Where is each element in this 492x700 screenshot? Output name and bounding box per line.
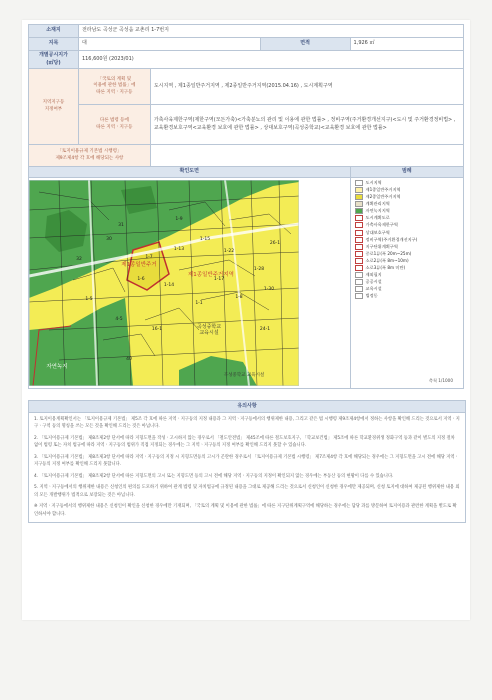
legend-item <box>355 187 459 193</box>
parcel-number: 1-6 <box>137 277 145 282</box>
note-item: 4. 「토지이용규제 기본법」 제8조제2항 단서에 따른 지형도면의 고시 또는 지형도면 등의 고시 전에 해당 지역ㆍ지구등의 지정이 확인되지 않는 경우에는 부동산 등의 현황이 다를 수 있습니다. <box>34 473 394 479</box>
legend-swatch <box>355 272 363 278</box>
legend-label: 제2종일반주거지역 <box>365 194 401 200</box>
info-table <box>28 24 464 389</box>
legend-label: 자연녹지지역 <box>365 208 390 214</box>
legend-swatch <box>355 215 363 221</box>
note-item: 2. 「토지이용규제 기본법」 제8조제2항 단서에 따라 지형도면을 작성ㆍ고시하지 않는 경우로서 「철도안전법」 제45조에 따른 철도보호지구, 「학교보건법」 제5조에 따른 학교환경위생 정화구역 등과 같이 별도의 지정 절차 없이 법령 또는 자치 법규에 따라 지역ㆍ지구등의 범위가 직접 지정되는 경우에는 그 지역ㆍ지구등의 지정 여부를 확인해 드리지 못할 수 있습니다. <box>34 435 455 449</box>
legend-item <box>355 215 459 221</box>
parcel-number: 40 <box>126 357 132 362</box>
parcel-number: 1-15 <box>199 237 211 242</box>
legend-swatch <box>355 258 363 264</box>
cadastral-map <box>29 180 299 386</box>
parcel-number: 4-5 <box>115 317 123 322</box>
legend-swatch <box>355 208 363 214</box>
legend-item <box>355 279 459 285</box>
legend-label: 교육시설 <box>365 286 382 292</box>
legend-swatch <box>355 201 363 207</box>
location-value: 전라남도 곡성군 곡성읍 교촌리 1-7번지 <box>78 25 463 38</box>
legend-item <box>355 244 459 250</box>
jibun-value: 대 <box>78 38 260 51</box>
legend-label: 제외필지 <box>365 272 382 278</box>
map-label-area4-line2: 교육시설 <box>199 330 219 336</box>
legend-item <box>355 230 459 236</box>
legend-item <box>355 258 459 264</box>
notes-header: 유의사항 <box>29 401 465 413</box>
area-label: 면적 <box>260 38 350 51</box>
legend-label: 가축사육제한구역 <box>365 222 398 228</box>
scale-label: 축척 1/1000 <box>428 377 453 383</box>
legend-item <box>355 201 459 207</box>
jibun-label: 지목 <box>29 38 79 51</box>
parcel-number: 16-1 <box>151 327 163 332</box>
law1-label: 「국토의 계획 및 이용에 관한 법률」에 따른 지역ㆍ지구등 <box>78 69 150 105</box>
legend-swatch <box>355 230 363 236</box>
legend-label: 제1종일반주거지역 <box>365 186 401 192</box>
legend-list <box>355 180 459 299</box>
certificate-page <box>22 20 470 620</box>
legend-swatch <box>355 293 363 299</box>
map-label-area2: 제1종일반주거지역 <box>187 272 235 278</box>
parcel-number: 31 <box>118 223 124 228</box>
legend-item <box>355 237 459 243</box>
legend-label: 계획관리지역 <box>365 201 390 207</box>
legend-swatch <box>355 222 363 228</box>
parcel-number: 1-8 <box>235 295 243 300</box>
law3-label: 「토지이용규제 기본법 시행령」 제9조제4항 각 호에 해당되는 사항 <box>29 145 151 167</box>
law2-value: 가축사육제한구역(제한구역(모든가축)<가축분뇨의 관리 및 이용에 관한 법률> , 정비구역(주거환경개선지구)<도시 및 주거환경정비법> , 교육환경보호구역<교육환경 보호에 관한 법률> , 상대보호구역(곡성중학교)<교육환경 보호에 관한 법률> <box>150 105 463 145</box>
legend-header: 범례 <box>350 167 463 178</box>
price-label: 개별공시지가 (㎡당) <box>29 51 79 69</box>
parcel-number: 24-1 <box>259 327 271 332</box>
note-item: 1. 토지이용계획확인서는 「토지이용규제 기본법」 제5조 각 호에 따른 지역ㆍ지구등의 지정 내용과 그 지역ㆍ지구등에서의 행위제한 내용, 그리고 같은 법 시행령 제9조제4항에서 정하는 사항을 확인해 드리는 것으로서 지역ㆍ지구ㆍ구역 등의 명칭을 쓰는 모든 것을 확인해 드리는 것은 아닙니다. <box>34 416 460 430</box>
legend-item <box>355 294 459 300</box>
legend-item <box>355 180 459 186</box>
price-value: 116,600원 (2023/01) <box>78 51 463 69</box>
parcel-number: 30 <box>106 237 112 242</box>
legend-swatch <box>355 251 363 257</box>
legend-item <box>355 272 459 278</box>
legend-label: 소로3류(폭 8m 미만) <box>365 264 406 270</box>
law1-value: 도시지역 , 제1종일반주거지역 , 제2종일반주거지역(2015.04.16) , 도시계획구역 <box>150 69 463 105</box>
notes-list <box>29 416 465 519</box>
parcel-number: 1-22 <box>223 249 235 254</box>
legend-swatch <box>355 244 363 250</box>
map-cell <box>29 178 351 389</box>
legend-label: 공공시설 <box>365 279 382 285</box>
parcel-number: 32 <box>76 257 82 262</box>
parcel-number: 1-7 <box>145 255 153 260</box>
legend-label: 지구단위계획구역 <box>365 243 398 249</box>
note-item: 3. 「토지이용규제 기본법」 제8조제3항 단서에 따라 지역ㆍ지구등의 지정 시 지형도면등의 고시가 곤란한 경우로서 「토지이용규제 기본법 시행령」 제7조제4항 각 호에 해당되는 경우에는 그 지형도면을 고시 전에 해당 지역ㆍ지구등의 지정 여부를 확인해 드리지 못합니다. <box>34 454 459 468</box>
legend-label: 법정동 <box>365 293 378 299</box>
map-header: 확인도면 <box>29 167 351 178</box>
law3-value <box>150 145 463 167</box>
legend-swatch <box>355 187 363 193</box>
law2-label: 다른 법령 등에 따른 지역ㆍ지구등 <box>78 105 150 145</box>
map-label-area4-line1: 곡성중학교 <box>196 324 222 330</box>
parcel-number: 1-13 <box>173 247 185 252</box>
legend-label: 소로2류(폭 8m~10m) <box>365 257 409 263</box>
legend-swatch <box>355 180 363 186</box>
legend-swatch <box>355 279 363 285</box>
legend-swatch <box>355 265 363 271</box>
parcel-number: 26-1 <box>269 241 281 246</box>
legend-item <box>355 223 459 229</box>
legend-item <box>355 286 459 292</box>
legend-label: 상대보호구역 <box>365 229 390 235</box>
map-label-area1: 제1종일반주거 <box>121 262 157 268</box>
legend-swatch <box>355 237 363 243</box>
legend-label: 중로1류(폭 20m~25m) <box>365 250 412 256</box>
zoning-side-label: 지역지구등 지정여부 <box>29 69 79 145</box>
legend-swatch <box>355 194 363 200</box>
legend-label: 정비구역(주거환경개선지구) <box>365 236 418 242</box>
legend-swatch <box>355 286 363 292</box>
parcel-number: 1-14 <box>163 283 175 288</box>
note-item: 5. 지역ㆍ지구등에서의 행위제한 내용은 신청인의 편의를 도모하기 위하여 관계 법령 및 자치법규에 규정된 내용을 그대로 제공해 드리는 것으로서 신청인이 신청한 경우에만 제공되며, 신청 토지에 대하여 제공된 행위제한 내용 외의 모든 개발행위가 법적으로 보장되는 것은 아닙니다. <box>34 485 460 498</box>
parcel-number: 1-30 <box>263 287 275 292</box>
map-label-area3: 자연녹지 <box>46 364 68 370</box>
parcel-number: 1-9 <box>175 217 183 222</box>
location-label: 소재지 <box>29 25 79 38</box>
parcel-number: 1-28 <box>253 267 265 272</box>
map-label-area4 <box>197 323 221 336</box>
legend-label: 도시계획도로 <box>365 215 390 221</box>
note-item: ※ 지역ㆍ지구등에서의 행위제한 내용은 신청인이 확인을 신청한 경우에만 기재되며, 「국토의 계획 및 이용에 관한 법률」에 따른 지구단위계획구역에 해당하는 경우에는 담당 과를 방문하여 토지이용과 관련한 계획을 별도로 확인하셔야 합니다. <box>34 504 457 517</box>
legend-item <box>355 194 459 200</box>
legend-item <box>355 251 459 257</box>
map-label-area5: 곡성중학교 교육시설 <box>223 373 265 378</box>
legend-item <box>355 208 459 214</box>
legend-item <box>355 265 459 271</box>
notes-section <box>28 400 466 523</box>
legend-label: 도시지역 <box>365 179 382 185</box>
parcel-number: 1-17 <box>213 277 225 282</box>
area-value: 1,926 ㎡ <box>350 38 463 51</box>
parcel-number: 1-5 <box>85 297 93 302</box>
legend-cell <box>350 178 463 389</box>
parcel-number: 1-1 <box>195 301 203 306</box>
